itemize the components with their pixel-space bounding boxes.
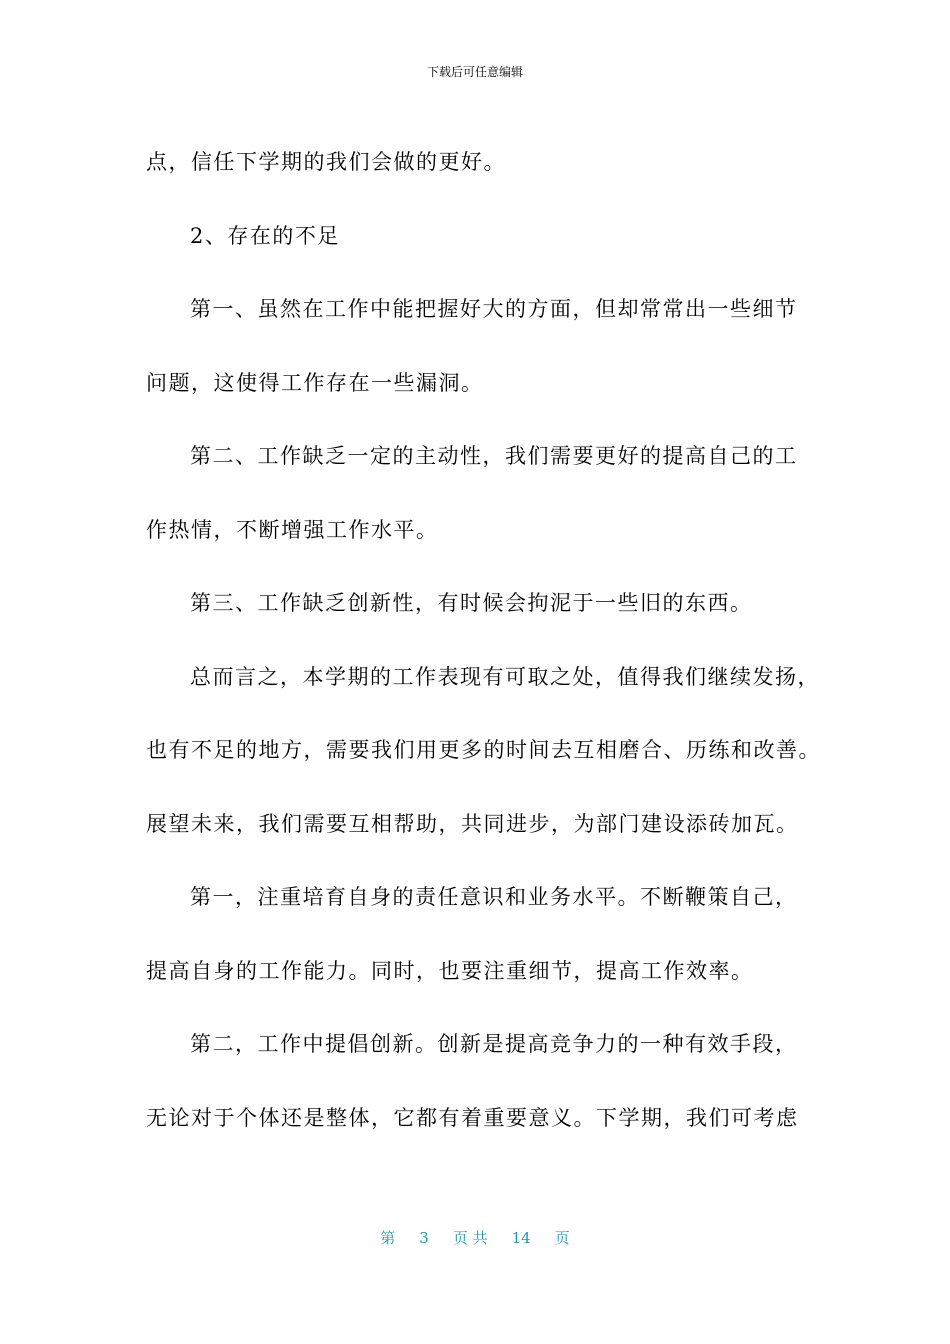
footer-middle: 页 共 [452, 1229, 488, 1247]
text-line-1: 点，信任下学期的我们会做的更好。 [146, 150, 506, 174]
text-line-10: 展望未来，我们需要互相帮助，共同进步，为部门建设添砖加瓦。 [146, 811, 799, 836]
text-line-8: 总而言之，本学期的工作表现有可取之处，值得我们继续发扬， [190, 664, 820, 689]
text-line-13: 第二，工作中提倡创新。创新是提高竞争力的一种有效手段， [190, 1032, 798, 1056]
document-body [146, 126, 821, 1155]
text-line-11: 第一，注重培育自身的责任意识和业务水平。不断鞭策自己， [190, 885, 798, 909]
section-heading: 2、存在的不足 [190, 223, 340, 248]
text-line-9: 也有不足的地方，需要我们用更多的时间去互相磨合、历练和改善。 [146, 738, 821, 762]
text-line-12: 提高自身的工作能力。同时，也要注重细节，提高工作效率。 [146, 958, 754, 983]
footer-suffix: 页 [554, 1229, 570, 1247]
text-line-3: 第一、虽然在工作中能把握好大的方面，但却常常出一些细节 [190, 297, 798, 321]
footer-total-pages: 14 [511, 1229, 531, 1247]
page-footer [0, 1228, 950, 1248]
text-line-7: 第三、工作缺乏创新性，有时候会拘泥于一些旧的东西。 [190, 591, 753, 615]
page-header-note: 下载后可任意编辑 [426, 65, 523, 79]
footer-prefix: 第 [380, 1229, 396, 1247]
footer-current-page: 3 [419, 1229, 429, 1247]
text-line-14: 无论对于个体还是整体，它都有着重要意义。下学期，我们可考虑 [146, 1105, 799, 1130]
text-line-6: 作热情，不断增强工作水平。 [146, 517, 439, 542]
text-line-4: 问题，这使得工作存在一些漏洞。 [146, 370, 484, 395]
text-line-5: 第二、工作缺乏一定的主动性，我们需要更好的提高自己的工 [190, 444, 798, 468]
